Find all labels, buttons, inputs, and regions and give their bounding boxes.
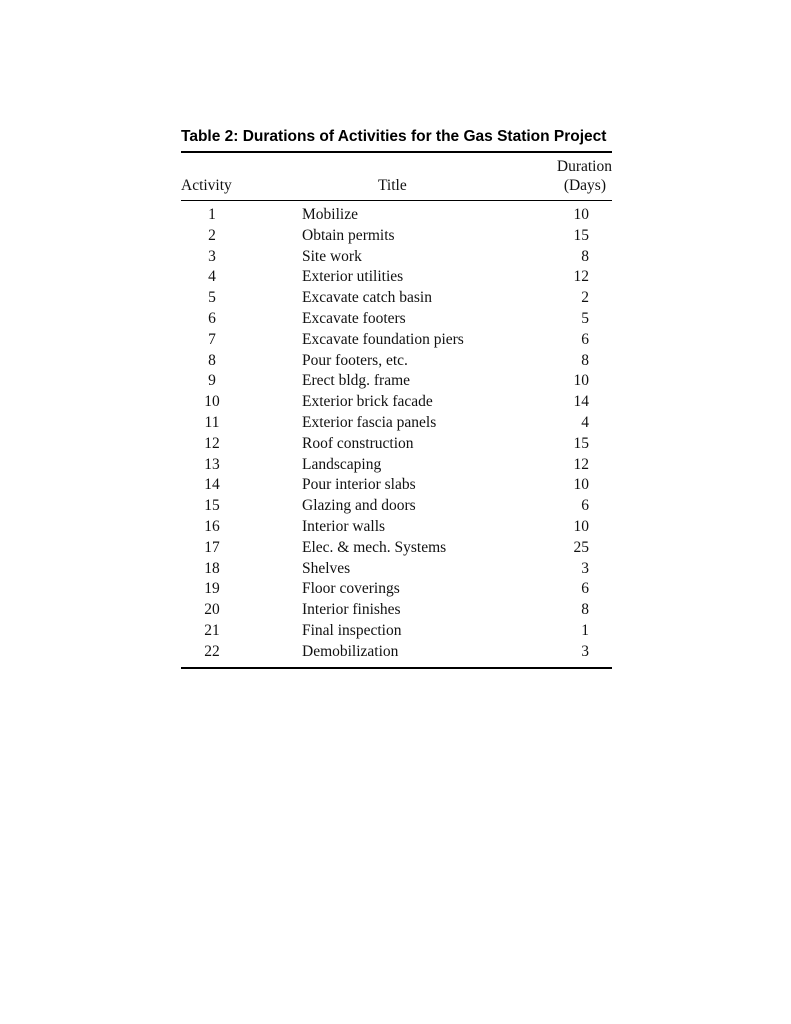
- title-cell: Elec. & mech. Systems: [302, 538, 447, 556]
- duration-cell: 15: [573, 226, 589, 244]
- title-cell: Exterior brick facade: [302, 393, 433, 411]
- table-row: [181, 309, 612, 330]
- title-cell: Pour interior slabs: [302, 476, 416, 494]
- header-title: Title: [378, 177, 407, 194]
- header-duration-line2: (Days): [563, 177, 606, 194]
- activity-cell: 16: [204, 517, 220, 535]
- duration-cell: 1: [581, 621, 589, 639]
- title-cell: Final inspection: [302, 621, 402, 639]
- title-cell: Floor coverings: [302, 580, 400, 598]
- title-cell: Excavate footers: [302, 309, 406, 327]
- duration-cell: 6: [581, 497, 589, 515]
- table-header: [181, 153, 612, 200]
- table-row: [181, 642, 612, 663]
- duration-cell: 12: [573, 268, 589, 286]
- activity-cell: 12: [204, 434, 220, 452]
- header-activity: Activity: [181, 177, 232, 194]
- table-row: [181, 559, 612, 580]
- activity-cell: 9: [208, 372, 216, 390]
- title-cell: Site work: [302, 247, 362, 265]
- duration-cell: 6: [581, 330, 589, 348]
- title-cell: Exterior fascia panels: [302, 413, 437, 431]
- activity-cell: 14: [204, 476, 220, 494]
- duration-cell: 2: [581, 289, 589, 307]
- duration-cell: 3: [581, 559, 589, 577]
- activity-cell: 22: [204, 642, 220, 660]
- activity-cell: 17: [204, 538, 220, 556]
- duration-cell: 3: [581, 642, 589, 660]
- table-row: [181, 455, 612, 476]
- activity-cell: 3: [208, 247, 216, 265]
- activity-cell: 6: [208, 309, 216, 327]
- activity-cell: 2: [208, 226, 216, 244]
- table-row: [181, 434, 612, 455]
- title-cell: Shelves: [302, 559, 351, 577]
- activity-cell: 20: [204, 601, 220, 619]
- title-cell: Pour footers, etc.: [302, 351, 408, 369]
- title-cell: Exterior utilities: [302, 268, 404, 286]
- table-row: [181, 351, 612, 372]
- activity-cell: 13: [204, 455, 220, 473]
- table-row: [181, 247, 612, 268]
- duration-cell: 8: [581, 601, 589, 619]
- table-body: [181, 201, 612, 667]
- title-cell: Mobilize: [302, 206, 358, 223]
- activity-cell: 21: [204, 621, 220, 639]
- table-row: [181, 330, 612, 351]
- table-row: [181, 226, 612, 247]
- title-cell: Demobilization: [302, 642, 399, 660]
- duration-cell: 10: [573, 372, 589, 390]
- activity-cell: 10: [204, 393, 220, 411]
- title-cell: Landscaping: [302, 455, 382, 473]
- duration-cell: 10: [573, 206, 589, 223]
- table-row: [181, 475, 612, 496]
- duration-cell: 8: [581, 351, 589, 369]
- activity-cell: 7: [208, 330, 216, 348]
- duration-cell: 25: [573, 538, 589, 556]
- duration-cell: 12: [573, 455, 589, 473]
- durations-table: [181, 126, 612, 669]
- table-row: [181, 496, 612, 517]
- title-cell: Interior walls: [302, 517, 386, 535]
- table-caption: Table 2: Durations of Activities for the Gas Station Project: [181, 128, 607, 145]
- table-row: [181, 288, 612, 309]
- activity-cell: 1: [208, 206, 216, 223]
- table-row: [181, 517, 612, 538]
- table-row: [181, 538, 612, 559]
- header-duration-line1: Duration: [556, 158, 612, 175]
- duration-cell: 4: [581, 413, 589, 431]
- table-row: [181, 621, 612, 642]
- duration-cell: 5: [581, 309, 589, 327]
- title-cell: Excavate catch basin: [302, 289, 432, 307]
- duration-cell: 14: [573, 393, 589, 411]
- title-cell: Erect bldg. frame: [302, 372, 411, 390]
- activity-cell: 11: [204, 413, 220, 431]
- activity-cell: 8: [208, 351, 216, 369]
- table-row: [181, 600, 612, 621]
- table-row: [181, 392, 612, 413]
- duration-cell: 10: [573, 517, 589, 535]
- table-row: [181, 205, 612, 226]
- duration-cell: 6: [581, 580, 589, 598]
- table-row: [181, 413, 612, 434]
- activity-cell: 19: [204, 580, 220, 598]
- title-cell: Glazing and doors: [302, 497, 416, 515]
- activity-cell: 5: [208, 289, 216, 307]
- table-row: [181, 267, 612, 288]
- table-row: [181, 579, 612, 600]
- duration-cell: 8: [581, 247, 589, 265]
- title-cell: Excavate foundation piers: [302, 330, 464, 348]
- title-cell: Obtain permits: [302, 226, 395, 244]
- activity-cell: 18: [204, 559, 220, 577]
- activity-cell: 4: [208, 268, 216, 286]
- table-row: [181, 371, 612, 392]
- header-duration: [557, 157, 612, 195]
- duration-cell: 15: [573, 434, 589, 452]
- title-cell: Roof construction: [302, 434, 414, 452]
- duration-cell: 10: [573, 476, 589, 494]
- title-cell: Interior finishes: [302, 601, 401, 619]
- activity-cell: 15: [204, 497, 220, 515]
- bottom-rule: [181, 667, 612, 669]
